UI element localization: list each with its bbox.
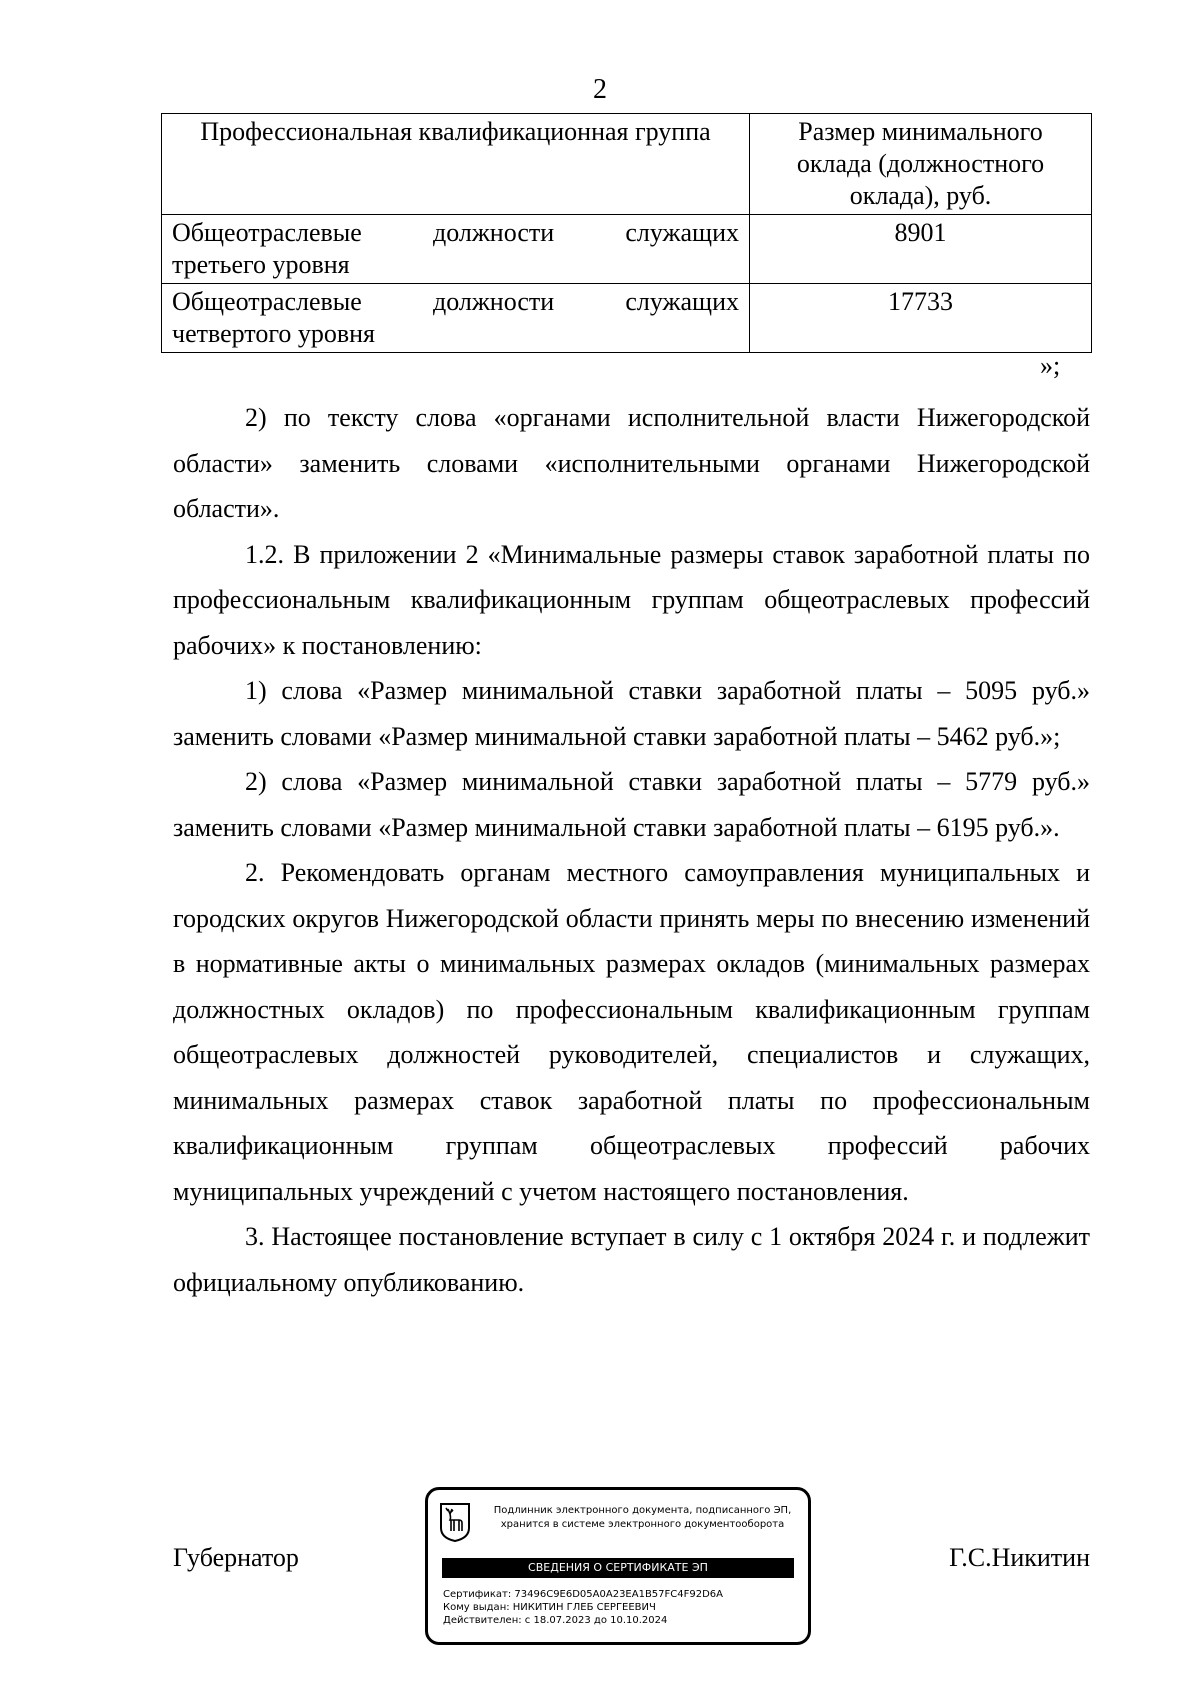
certificate-info-title: СВЕДЕНИЯ О СЕРТИФИКАТЕ ЭП xyxy=(442,1558,794,1578)
group-line-1: Общеотраслевые должности служащих xyxy=(172,218,739,247)
table-header-group: Профессиональная квалификационная группа xyxy=(162,114,750,215)
signatory-name: Г.С.Никитин xyxy=(949,1543,1090,1572)
paragraph: 2. Рекомендовать органам местного самоуправления муниципальных и городских округов Нижегородской области принять меры по внесению изменений в нормативные акты о минимальных размерах окладов (минимальных размерах должностных окладов) по профессиональным квалификационным группам общеотраслевых должностей руководителей, специалистов и служащих, минимальных размерах ставок заработной платы по профессиональным квалификационным группам общеотраслевых профессий рабочих муниципальных учреждений с учетом настоящего постановления. xyxy=(173,858,1090,1206)
paragraph: 1) слова «Размер минимальной ставки заработной платы – 5095 руб.» заменить словами «Размер минимальной ставки заработной платы – 5462 руб.»; xyxy=(173,676,1090,751)
page-number: 2 xyxy=(593,74,607,105)
table-row xyxy=(162,215,1092,284)
paragraph: 2) по тексту слова «органами исполнительной власти Нижегородской области» заменить словами «исполнительными органами Нижегородской области». xyxy=(173,403,1090,523)
stamp-text-line-1: Подлинник электронного документа, подписанного ЭП, xyxy=(493,1505,792,1516)
paragraph: 1.2. В приложении 2 «Минимальные размеры ставок заработной платы по профессиональным квалификационным группам общеотраслевых профессий рабочих» к постановлению: xyxy=(173,539,1090,660)
group-line-2: четвертого уровня xyxy=(172,319,375,348)
certificate-owner: Кому выдан: НИКИТИН ГЛЕБ СЕРГЕЕВИЧ xyxy=(443,1602,656,1613)
salary-table xyxy=(161,113,1092,353)
certificate-details xyxy=(443,1588,803,1627)
deer-emblem-icon xyxy=(439,1502,471,1542)
table-cell-value: 17733 xyxy=(750,284,1092,353)
certificate-validity: Действителен: с 18.07.2023 до 10.10.2024 xyxy=(443,1615,668,1626)
closing-quote: »; xyxy=(1040,351,1061,380)
table-cell-group xyxy=(162,284,750,353)
table-cell-group xyxy=(162,215,750,284)
document-body xyxy=(173,395,1090,1305)
table-row xyxy=(162,284,1092,353)
group-line-1: Общеотраслевые должности служащих xyxy=(172,287,739,316)
paragraph: 2) слова «Размер минимальной ставки заработной платы – 5779 руб.» заменить словами «Размер минимальной ставки заработной платы – 6195 руб.». xyxy=(173,767,1090,842)
paragraph: 3. Настоящее постановление вступает в силу с 1 октября 2024 г. и подлежит официальному опубликованию. xyxy=(173,1222,1090,1297)
signatory-position: Губернатор xyxy=(173,1543,299,1572)
group-line-2: третьего уровня xyxy=(172,250,350,279)
stamp-text-line-2: хранится в системе электронного документооборота xyxy=(500,1519,785,1530)
table-cell-value: 8901 xyxy=(750,215,1092,284)
table-header-salary: Размер минимального оклада (должностного оклада), руб. xyxy=(750,114,1092,215)
certificate-number: Сертификат: 73496C9E6D05A0A23EA1B57FC4F92D6A xyxy=(443,1589,724,1600)
table-header-row xyxy=(162,114,1092,215)
e-signature-stamp xyxy=(425,1487,811,1645)
